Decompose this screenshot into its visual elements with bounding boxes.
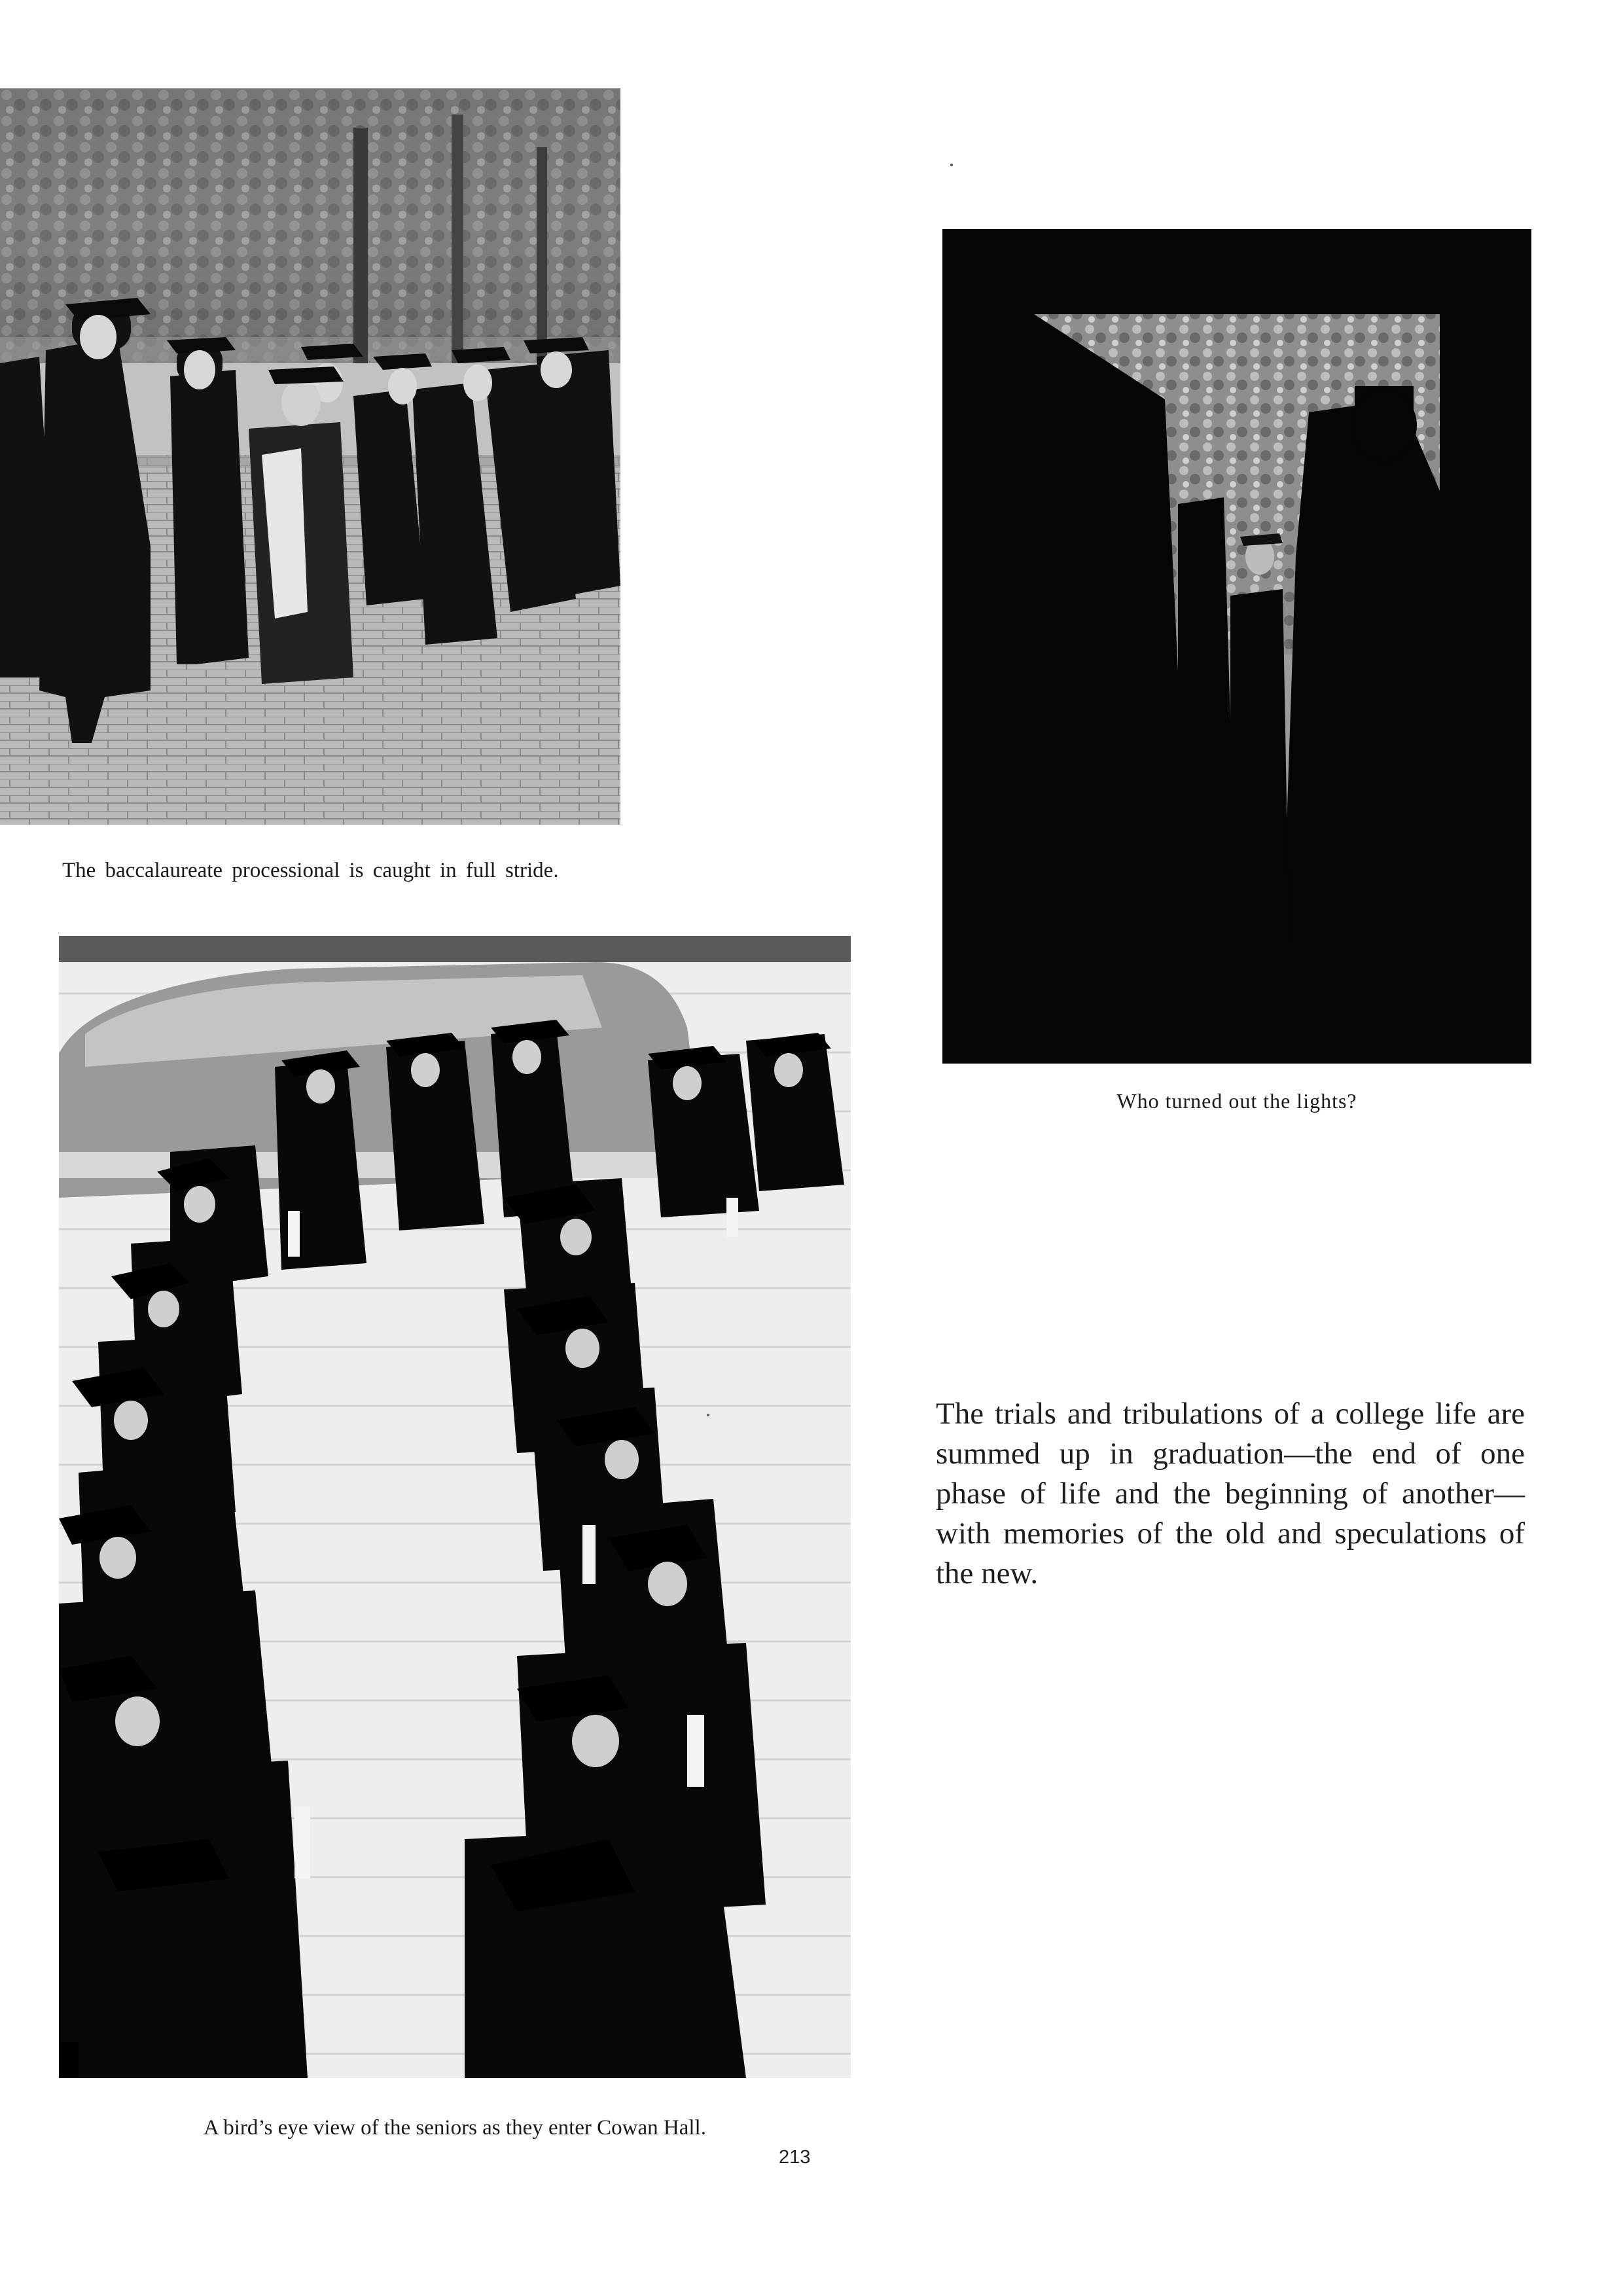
processional-photo <box>0 88 620 825</box>
birdseye-photo <box>59 936 851 2078</box>
processional-caption: The baccalaureate processional is caught in full stride. <box>62 859 559 882</box>
print-speck <box>707 1414 709 1416</box>
page-number: 213 <box>779 2147 811 2168</box>
lights-photo <box>942 229 1531 1064</box>
lights-caption: Who turned out the lights? <box>1116 1089 1357 1113</box>
body-paragraph: The trials and tribulations of a college life are summed up in graduation—the end of one phase of life and the beginning of another—with memories of the old and speculations of the new. <box>936 1397 1525 1590</box>
print-speck <box>950 164 953 166</box>
birdseye-caption: A bird’s eye view of the seniors as they enter Cowan Hall. <box>204 2116 706 2140</box>
